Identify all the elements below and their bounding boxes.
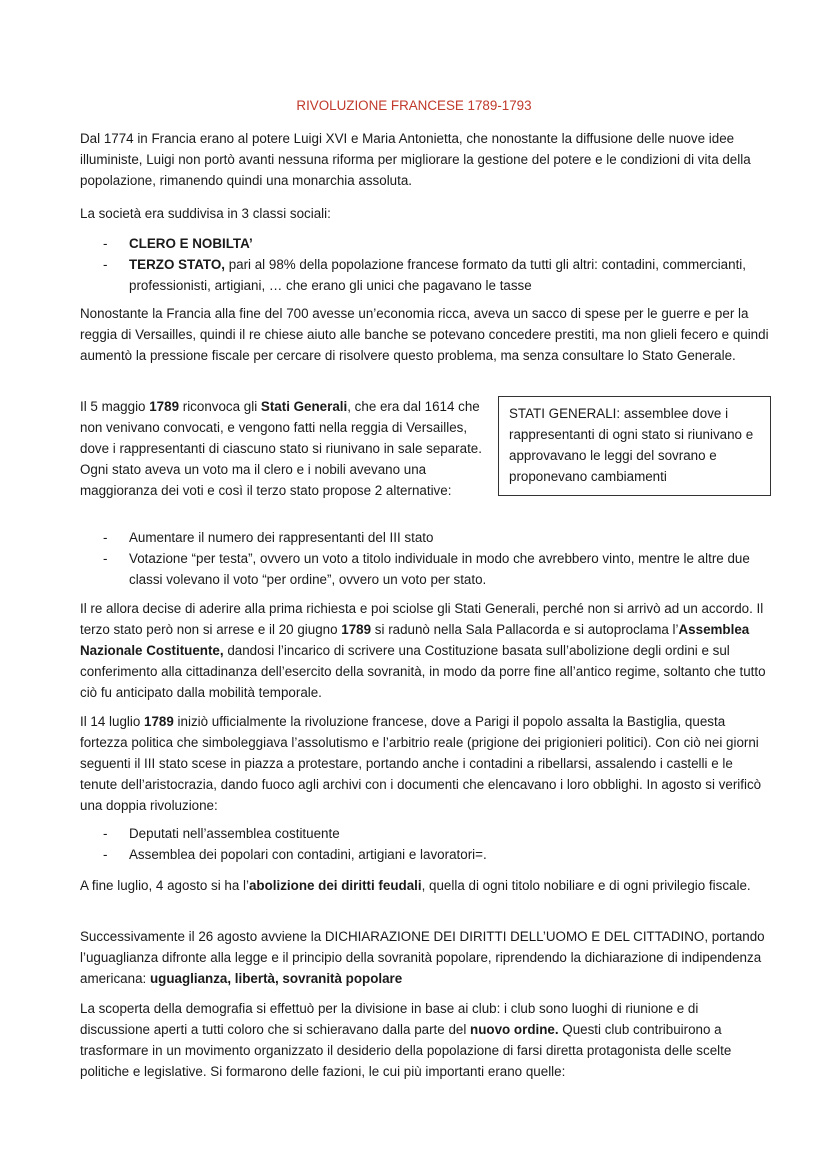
august-paragraph: A fine luglio, 4 agosto si ha l’abolizione dei diritti feudali, quella di ogni titolo nobiliare e di ogni privilegio fiscale. (80, 878, 751, 893)
declaration-paragraph: Successivamente il 26 agosto avviene la DICHIARAZIONE DEI DIRITTI DELL’UOMO E DEL CITTADINO, portando l’uguaglianza difronte alla legge e il principio della sovranità popolare, riprendendo la dichiarazione di indipendenza americana: uguaglianza, libertà, sovranità popolare (80, 929, 765, 986)
may-1789-paragraph: Il 5 maggio 1789 riconvoca gli Stati Generali, che era dal 1614 che non venivano convocati, e vengono fatti nella reggia di Versailles, dove i rappresentanti di ciascuno stato si riunivano in sale separate. Ogni stato aveva un voto ma il clero e i nobili avevano una maggioranza dei voti e così il terzo stato propose 2 alternative: (80, 399, 482, 498)
double-revolution-list (80, 823, 770, 865)
stati-generali-definition-box: STATI GENERALI: assemblee dove i rappresentanti di ogni stato si riunivano e approvavano le leggi del sovrano e proponevano cambiamenti (498, 396, 771, 496)
classes-intro: La società era suddivisa in 3 classi sociali: (80, 206, 331, 221)
intro-paragraph: Dal 1774 in Francia erano al potere Luigi XVI e Maria Antonietta, che nonostante la diffusione delle nuove idee illuministe, Luigi non portò avanti nessuna riforma per migliorare la gestione del potere e le condizioni di vita della popolazione, rimanendo quindi una monarchia assoluta. (80, 131, 751, 188)
economy-paragraph: Nonostante la Francia alla fine del 700 avesse un’economia ricca, aveva un sacco di spese per le guerre e per la reggia di Versailles, quindi il re chiese aiuto alle banche se potevano concedere prestiti, ma non glieli fecero e quindi aumentò la pressione fiscale per cercare di risolvere questo problema, ma senza consultare lo Stato Generale. (80, 306, 769, 363)
list-item: - CLERO E NOBILTA’ (80, 233, 770, 254)
list-item: - Aumentare il numero dei rappresentanti del III stato (80, 527, 770, 548)
list-item: - TERZO STATO, pari al 98% della popolazione francese formato da tutti gli altri: contadini, commercianti, professionisti, artigiani, … che erano gli unici che pagavano le tasse (80, 254, 770, 296)
social-classes-list (80, 233, 770, 296)
assembly-paragraph: Il re allora decise di aderire alla prima richiesta e poi sciolse gli Stati Generali, perché non si arrivò ad un accordo. Il terzo stato però non si arrese e il 20 giugno 1789 si radunò nella Sala Pallacorda e si autoproclama l’Assemblea Nazionale Costituente, dandosi l’incarico di scrivere una Costituzione basata sull’abolizione degli ordini e sul conferimento alla cittadinanza dell’esercito della sovranità, in modo da porre fine all’antico regime, soltanto che tutto ciò fu anticipato dalla mobilità temporale. (80, 601, 766, 700)
list-item: - Assemblea dei popolari con contadini, artigiani e lavoratori=. (80, 844, 770, 865)
clubs-paragraph: La scoperta della demografia si effettuò per la divisione in base ai club: i club sono luoghi di riunione e di discussione aperti a tutti coloro che si schieravano dalla parte del nuovo ordine. Questi club contribuirono a trasformare in un movimento organizzato il desiderio della popolazione di farsi diretta protagonista delle scelte politiche e legislative. Si formarono delle fazioni, le cui più importanti erano quelle: (80, 1001, 732, 1079)
list-item: - Votazione “per testa”, ovvero un voto a titolo individuale in modo che avrebbero vinto, mentre le altre due classi volevano il voto “per ordine”, ovvero un voto per stato. (80, 548, 770, 590)
alternatives-list (80, 527, 770, 590)
page-title: RIVOLUZIONE FRANCESE 1789-1793 (296, 98, 532, 113)
list-item: - Deputati nell’assemblea costituente (80, 823, 770, 844)
july-1789-paragraph: Il 14 luglio 1789 iniziò ufficialmente la rivoluzione francese, dove a Parigi il popolo assalta la Bastiglia, questa fortezza politica che simboleggiava l’assolutismo e l’arbitrio reale (prigione dei prigionieri politici). Con ciò nei giorni seguenti il III stato scese in piazza a protestare, portando anche i contadini a ribellarsi, assalendo i castelli e le tenute dell’aristocrazia, dando fuoco agli archivi con i documenti che elencavano i loro obblighi. In agosto si verificò una doppia rivoluzione: (80, 714, 762, 813)
